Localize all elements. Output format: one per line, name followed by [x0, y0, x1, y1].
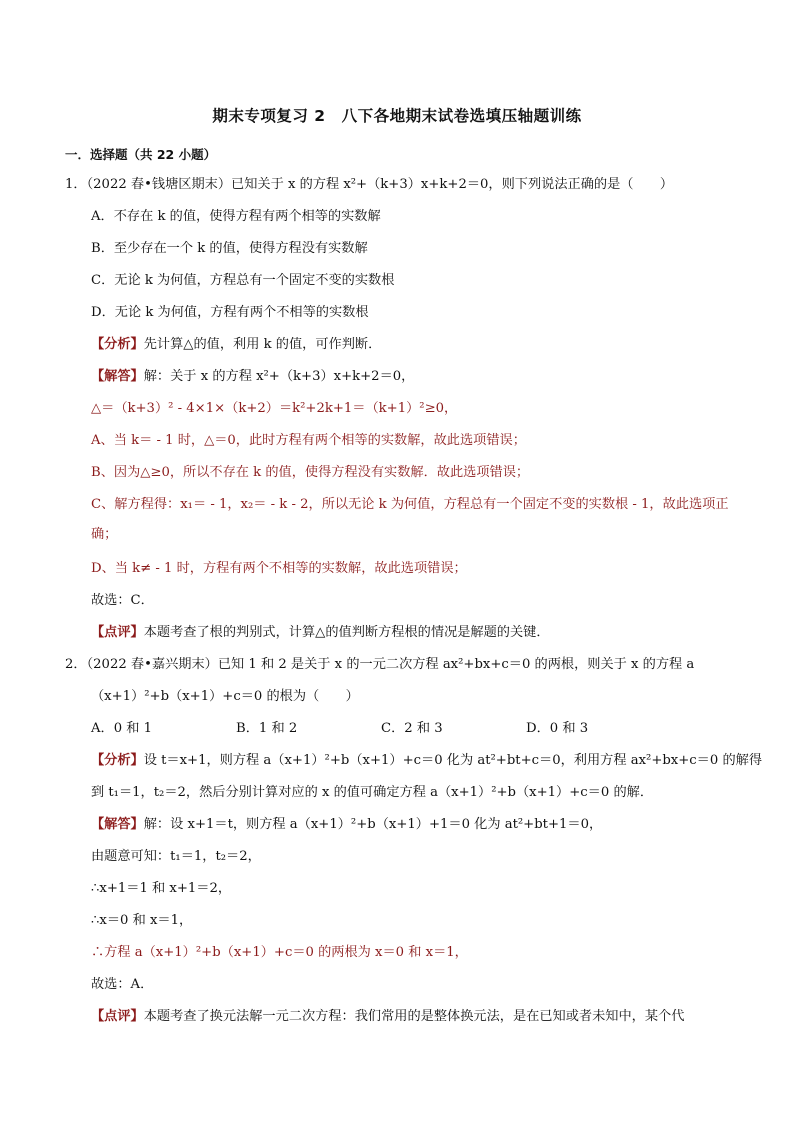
q1-comment — [91, 624, 741, 642]
q2-stem-line1: 2．（2022 春•嘉兴期末）已知 1 和 2 是关于 x 的一元二次方程 ax²+bx+c＝0 的两根，则关于 x 的方程 a — [65, 657, 695, 672]
q1-solution-intro — [91, 368, 741, 386]
q2-solution-line: ∴x＝0 和 x＝1， — [91, 913, 193, 928]
q1-solution-line: C、解方程得：x₁＝ - 1，x₂＝ - k - 2，所以无论 k 为何值，方程总有一个固定不变的实数根 - 1，故此选项正确； — [91, 497, 729, 542]
solution-tag: 【解答】 — [91, 369, 144, 384]
solution-text: 解：设 x+1＝t，则方程 a（x+1）²+b（x+1）+1＝0 化为 at²+bt+1＝0， — [143, 817, 603, 832]
q2-analysis — [91, 752, 763, 770]
q2-solution-line: ∴x+1＝1 和 x+1＝2， — [91, 881, 232, 896]
q2-stem-line2: （x+1）²+b（x+1）+c＝0 的根为（ ） — [91, 689, 359, 704]
q1-option-a: A．不存在 k 的值，使得方程有两个相等的实数解 — [91, 209, 381, 224]
q1-solution-line: B、因为△≥0，所以不存在 k 的值，使得方程没有实数解．故此选项错误； — [91, 465, 530, 480]
comment-text: 本题考查了换元法解一元二次方程：我们常用的是整体换元法，是在已知或者未知中，某个代 — [143, 1009, 685, 1024]
comment-tag: 【点评】 — [91, 1009, 144, 1024]
q2-option-b: B．1 和 2 — [236, 721, 298, 736]
q1-choice: 故选：C． — [91, 593, 154, 608]
q1-option-d: D．无论 k 为何值，方程有两个不相等的实数根 — [91, 305, 369, 320]
comment-text: 本题考查了根的判别式，计算△的值判断方程根的情况是解题的关键． — [143, 625, 550, 640]
analysis-tag: 【分析】 — [91, 753, 144, 768]
q1-analysis — [91, 336, 741, 354]
q1-solution-line: △＝（k+3）² - 4×1×（k+2）＝k²+2k+1＝（k+1）²≥0， — [91, 401, 458, 416]
q1-option-c: C．无论 k 为何值，方程总有一个固定不变的实数根 — [91, 273, 395, 288]
q2-solution-intro — [91, 816, 741, 834]
solution-tag: 【解答】 — [91, 817, 144, 832]
solution-text: 解：关于 x 的方程 x²+（k+3）x+k+2＝0， — [143, 369, 415, 384]
q2-option-a: A．0 和 1 — [91, 721, 153, 736]
q2-option-d: D．0 和 3 — [526, 721, 589, 736]
q2-solution-line: 由题意可知：t₁＝1，t₂＝2， — [91, 849, 261, 864]
q1-option-b: B．至少存在一个 k 的值，使得方程没有实数解 — [91, 241, 368, 256]
q2-comment — [91, 1008, 741, 1026]
q2-options — [91, 720, 741, 738]
q2-choice: 故选：A． — [91, 977, 154, 992]
q2-solution-line: ∴方程 a（x+1）²+b（x+1）+c＝0 的两根为 x＝0 和 x＝1， — [91, 945, 468, 960]
comment-tag: 【点评】 — [91, 625, 144, 640]
analysis-tag: 【分析】 — [91, 337, 144, 352]
page-title: 期末专项复习 2 八下各地期末试卷选填压轴题训练 — [212, 107, 582, 125]
q2-option-c: C．2 和 3 — [381, 721, 443, 736]
analysis-text: 先计算△的值，利用 k 的值，可作判断． — [143, 337, 382, 352]
q2-analysis-cont: 到 t₁＝1，t₂＝2，然后分别计算对应的 x 的值可确定方程 a（x+1）²+b（x+1）+c＝0 的解． — [91, 785, 654, 800]
analysis-text: 设 t＝x+1，则方程 a（x+1）²+b（x+1）+c＝0 化为 at²+bt+c＝0，利用方程 ax²+bx+c＝0 的解得 — [143, 753, 763, 768]
q1-stem: 1．（2022 春•钱塘区期末）已知关于 x 的方程 x²+（k+3）x+k+2＝0，则下列说法正确的是（ ） — [65, 177, 674, 192]
q1-solution-line: D、当 k≠ - 1 时，方程有两个不相等的实数解，故此选项错误； — [91, 561, 467, 576]
q1-solution-line: A、当 k＝ - 1 时，△＝0，此时方程有两个相等的实数解，故此选项错误； — [91, 433, 526, 448]
section-heading: 一．选择题（共 22 小题） — [65, 147, 217, 162]
